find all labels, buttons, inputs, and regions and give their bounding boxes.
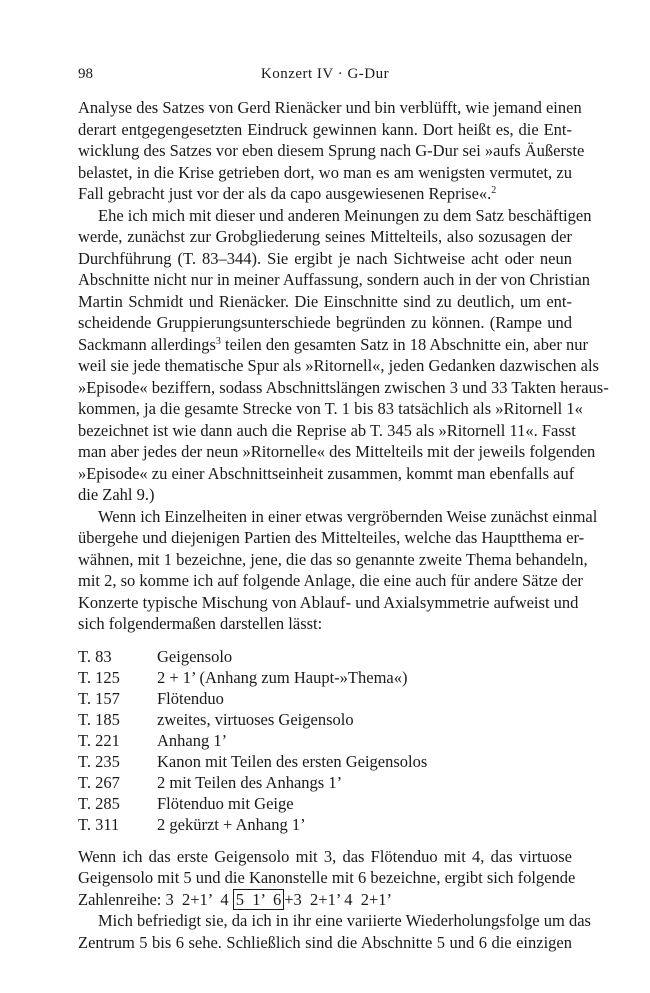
text-segment: Mich befriedigt sie, da ich in ihr eine variierte Wiederholungsfolge um das xyxy=(98,911,591,930)
bar-number: T. 311 xyxy=(78,814,120,834)
bar-number: T. 125 xyxy=(78,667,120,687)
paragraph-5 xyxy=(78,910,591,953)
text-line: Geigensolo mit 5 und die Kanonstelle mit 6 bezeichne, ergibt sich folgende xyxy=(78,868,576,887)
section-table xyxy=(78,646,572,835)
bar-number: T. 157 xyxy=(78,688,120,708)
paragraph-1 xyxy=(78,97,585,205)
text-line: derart entgegengesetzten Eindruck gewinnen kann. Dort heißt es, die Ent- xyxy=(78,119,572,139)
boxed-sequence: 5 1’ 6 xyxy=(233,889,285,910)
text-line xyxy=(78,334,588,356)
footnote-marker[interactable]: 2 xyxy=(491,185,497,196)
text-segment: Wenn ich Einzelheiten in einer etwas vergröbernden Weise zunächst einmal xyxy=(98,506,598,526)
bar-number: T. 83 xyxy=(78,646,112,666)
number-sequence-line xyxy=(78,889,572,911)
table-row xyxy=(78,814,572,835)
table-row xyxy=(78,688,572,709)
section-description: Flötenduo xyxy=(157,688,224,708)
text-segment: Ehe ich mich mit dieser und anderen Meinungen zu dem Satz beschäftigen xyxy=(98,205,592,225)
text-line: die Zahl 9.) xyxy=(78,485,155,504)
text-segment: teilen den gesamten Satz in 18 Abschnitte ein, aber nur xyxy=(220,334,588,354)
text-line: man aber jedes der neun »Ritornelle« des Mittelteils mit der jeweils folgenden xyxy=(78,442,596,461)
section-description: Flötenduo mit Geige xyxy=(157,793,294,813)
text-line: bezeichnet ist wie dann auch die Reprise ab T. 345 als »Ritornell 11«. Fasst xyxy=(78,420,576,440)
main-text xyxy=(78,97,609,953)
section-description: Anhang 1’ xyxy=(157,730,228,750)
footnote-marker[interactable]: 3 xyxy=(215,335,221,347)
running-header xyxy=(78,66,572,90)
sequence-prefix: Zahlenreihe: 3 2+1’ 4 xyxy=(78,889,233,909)
text-line: belastet, in die Krise getrieben dort, wo man es am wenigsten vermutet, zu xyxy=(78,162,572,182)
running-title: Konzert IV · G-Dur xyxy=(260,66,390,82)
paragraph-2 xyxy=(78,205,609,506)
table-row xyxy=(78,730,572,751)
text-line: scheidende Gruppierungsunterschiede begründen zu können. (Rampe und xyxy=(78,313,572,332)
text-line: Wenn ich das erste Geigensolo mit 3, das Flötenduo mit 4, das virtuose xyxy=(78,846,572,866)
bar-number: T. 235 xyxy=(78,751,120,771)
text-line xyxy=(78,910,591,932)
text-line: weil sie jede thematische Spur als »Ritornell«, jeden Gedanken dazwischen als xyxy=(78,356,599,375)
text-line: Konzerte typische Mischung von Ablauf- und Axialsymmetrie aufweist und xyxy=(78,592,579,612)
section-description: 2 + 1’ (Anhang zum Haupt-»Thema«) xyxy=(157,667,408,687)
text-line: Durchführung (T. 83–344). Sie ergibt je nach Sichtweise acht oder neun xyxy=(78,248,572,268)
bar-number: T. 185 xyxy=(78,709,120,729)
section-description: 2 mit Teilen des Anhangs 1’ xyxy=(157,772,343,792)
bar-number: T. 267 xyxy=(78,772,120,792)
text-line: übergehe und diejenigen Partien des Mittelteiles, welche das Hauptthema er- xyxy=(78,528,585,547)
text-line xyxy=(78,205,592,227)
text-line: werde, zunächst zur Grobgliederung seines Mittelteils, also sozusagen der xyxy=(78,227,572,246)
table-row xyxy=(78,709,572,730)
text-line: Abschnitte nicht nur in meiner Auffassung, sondern auch in der von Christian xyxy=(78,270,591,289)
text-line: kommen, ja die gesamte Strecke von T. 1 bis 83 tatsächlich als »Ritornell 1« xyxy=(78,399,583,418)
sequence-suffix: +3 2+1’ 4 2+1’ xyxy=(284,889,393,909)
text-line: wähnen, mit 1 bezeichne, jene, die das so genannte zweite Thema behandeln, xyxy=(78,549,588,569)
table-row xyxy=(78,793,572,814)
bar-number: T. 285 xyxy=(78,793,120,813)
table-row xyxy=(78,772,572,793)
section-description: Kanon mit Teilen des ersten Geigensolos xyxy=(157,751,428,771)
text-line: »Episode« zu einer Abschnittseinheit zusammen, kommt man ebenfalls auf xyxy=(78,463,575,483)
section-description: Geigensolo xyxy=(157,646,233,666)
text-line: sich folgendermaßen darstellen lässt: xyxy=(78,614,323,633)
table-row xyxy=(78,751,572,772)
paragraph-3 xyxy=(78,506,598,635)
table-row xyxy=(78,646,572,667)
bar-number: T. 221 xyxy=(78,730,120,750)
section-description: 2 gekürzt + Anhang 1’ xyxy=(157,814,306,834)
text-line: wicklung des Satzes vor eben diesem Sprung nach G-Dur sei »aufs Äußerste xyxy=(78,141,585,160)
text-line xyxy=(78,506,598,528)
text-line: Zentrum 5 bis 6 sehe. Schließlich sind die Abschnitte 5 und 6 die einzigen xyxy=(78,932,572,952)
table-row xyxy=(78,667,572,688)
text-segment: Sackmann allerdings xyxy=(78,334,216,354)
paragraph-4 xyxy=(78,846,576,911)
text-line: Analyse des Satzes von Gerd Rienäcker und bin verblüfft, wie jemand einen xyxy=(78,98,582,117)
text-line: Martin Schmidt und Rienäcker. Die Einschnitte sind zu deutlich, um ent- xyxy=(78,291,572,311)
text-line xyxy=(78,183,572,205)
text-segment: Fall gebracht just vor der als da capo ausgewiesenen Reprise«. xyxy=(78,184,492,203)
page-number: 98 xyxy=(78,66,93,82)
text-line: mit 2, so komme ich auf folgende Anlage, die eine auch für andere Sätze der xyxy=(78,571,583,590)
text-line: »Episode« beziffern, sodass Abschnittslängen zwischen 3 und 33 Takten heraus- xyxy=(78,377,609,397)
section-description: zweites, virtuoses Geigensolo xyxy=(157,709,354,729)
